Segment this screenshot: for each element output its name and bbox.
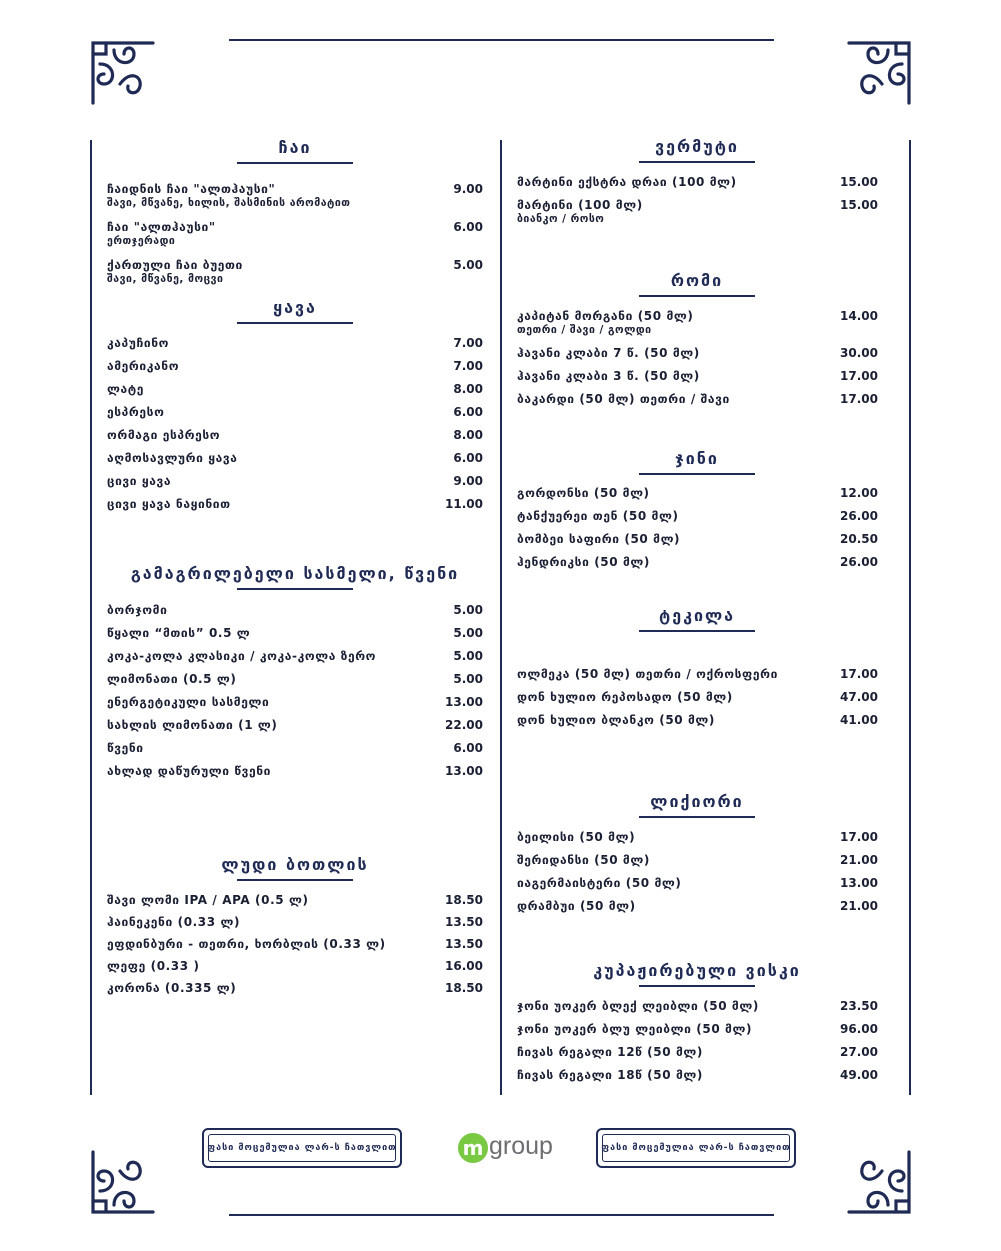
menu-item-price: 16.00 <box>445 959 483 973</box>
menu-item <box>517 392 878 406</box>
menu-item-price: 30.00 <box>840 346 878 360</box>
menu-item <box>107 474 483 488</box>
menu-item-name: ჯონი უოკერ ბლექ ლეიბლი (50 მლ) <box>517 999 759 1013</box>
menu-item-name: დრამბუი (50 მლ) <box>517 899 636 913</box>
section-title: ჩაი <box>278 138 312 157</box>
menu-item-price: 13.50 <box>445 937 483 951</box>
menu-item <box>107 959 483 973</box>
section-underline <box>639 295 755 297</box>
logo-mark: m <box>458 1133 488 1163</box>
section-underline <box>237 588 353 590</box>
center-divider <box>500 140 502 1095</box>
menu-item-name: ოლმეკა (50 მლ) თეთრი / ოქროსფერი <box>517 667 778 681</box>
logo-wordmark: group <box>489 1132 553 1160</box>
menu-item-name: წყალი “მთის” 0.5 ლ <box>107 626 251 640</box>
menu-item-name: ბაკარდი (50 მლ) თეთრი / შავი <box>517 392 730 406</box>
menu-item <box>517 713 878 727</box>
menu-item-description: ბიანკო / როსო <box>517 213 605 225</box>
menu-item-price: 96.00 <box>840 1022 878 1036</box>
bottom-rule <box>229 1214 774 1216</box>
menu-item-price: 41.00 <box>840 713 878 727</box>
menu-item-price: 12.00 <box>840 486 878 500</box>
menu-item <box>107 981 483 995</box>
menu-item-price: 9.00 <box>453 474 483 488</box>
menu-item-name: ჩაი "ალთჰაუსი" <box>107 220 216 234</box>
menu-item-name: ენერგეტიკული სასმელი <box>107 695 270 709</box>
price-note-text: ფასი მოცემულია ლარ-ს ჩათვლით <box>602 1134 790 1162</box>
menu-item <box>107 405 483 419</box>
menu-item <box>107 603 483 617</box>
menu-item <box>517 899 878 913</box>
menu-item-price: 5.00 <box>453 626 483 640</box>
section-title: ვერმუტი <box>655 137 739 156</box>
menu-item-price: 23.50 <box>840 999 878 1013</box>
menu-item-price: 15.00 <box>840 175 878 189</box>
menu-item-price: 13.00 <box>445 695 483 709</box>
section-underline <box>237 879 353 881</box>
menu-item-price: 21.00 <box>840 853 878 867</box>
menu-item <box>107 359 483 373</box>
left-border <box>90 140 92 1095</box>
menu-item-price: 15.00 <box>840 198 878 212</box>
menu-item-price: 13.00 <box>445 764 483 778</box>
menu-item-name: აღმოსავლური ყავა <box>107 451 238 465</box>
menu-item <box>107 718 483 732</box>
menu-item-price: 13.00 <box>840 876 878 890</box>
menu-item-price: 49.00 <box>840 1068 878 1082</box>
menu-item-name: ლატე <box>107 382 144 396</box>
menu-item-price: 27.00 <box>840 1045 878 1059</box>
menu-item <box>107 915 483 929</box>
section-underline <box>639 473 755 475</box>
menu-item-name: გორდონსი (50 მლ) <box>517 486 650 500</box>
menu-item-name: სახლის ლიმონათი (1 ლ) <box>107 718 278 732</box>
menu-item-name: ბომბეი საფირი (50 მლ) <box>517 532 681 546</box>
menu-item <box>107 451 483 465</box>
menu-item-price: 17.00 <box>840 369 878 383</box>
menu-item-name: კოკა-კოლა კლასიკი / კოკა-კოლა ზერო <box>107 649 377 663</box>
menu-item-name: დონ ხულიო ბლანკო (50 მლ) <box>517 713 715 727</box>
menu-item-name: შერიდანსი (50 მლ) <box>517 853 650 867</box>
menu-item-description: თეთრი / შავი / გოლდი <box>517 324 652 336</box>
menu-item-price: 13.50 <box>445 915 483 929</box>
price-note-badge-left <box>202 1128 402 1168</box>
menu-item <box>107 937 483 951</box>
menu-item-price: 6.00 <box>453 741 483 755</box>
menu-item <box>517 509 878 523</box>
menu-item-name: ჩაიდნის ჩაი "ალთჰაუსი" <box>107 182 276 196</box>
menu-item-price: 17.00 <box>840 667 878 681</box>
menu-item <box>107 649 483 663</box>
menu-item-name: ჰავანი კლაბი 7 წ. (50 მლ) <box>517 346 700 360</box>
menu-item-name: ტანქუერეი თენ (50 მლ) <box>517 509 679 523</box>
menu-item <box>517 830 878 844</box>
menu-item <box>107 764 483 778</box>
section-title: ლიქიორი <box>650 792 744 811</box>
menu-item <box>517 1068 878 1082</box>
right-border <box>909 140 911 1095</box>
section-title: ტეკილა <box>658 606 736 625</box>
menu-item <box>517 1045 878 1059</box>
menu-item <box>517 175 878 189</box>
section-underline <box>237 322 353 324</box>
menu-item-price: 22.00 <box>445 718 483 732</box>
menu-item-price: 47.00 <box>840 690 878 704</box>
menu-item-price: 26.00 <box>840 555 878 569</box>
menu-item-name: ცივი ყავა ნაყინით <box>107 497 231 511</box>
menu-item-price: 18.50 <box>445 893 483 907</box>
menu-item-name: კაპუჩინო <box>107 336 170 350</box>
section-underline <box>639 816 755 818</box>
corner-ornament-icon <box>90 1149 156 1215</box>
menu-item <box>517 309 878 337</box>
section-title: ჯინი <box>675 449 719 468</box>
menu-item-description: შავი, მწვანე, მოცვი <box>107 273 224 285</box>
menu-item <box>517 346 878 360</box>
menu-item <box>517 876 878 890</box>
menu-item <box>517 690 878 704</box>
menu-item-price: 5.00 <box>453 258 483 272</box>
section-title: გამაგრილებელი სასმელი, წვენი <box>130 564 460 583</box>
menu-item-price: 7.00 <box>453 359 483 373</box>
menu-item <box>107 695 483 709</box>
menu-item <box>517 667 878 681</box>
menu-item <box>107 497 483 511</box>
menu-item-name: ჰავანი კლაბი 3 წ. (50 მლ) <box>517 369 700 383</box>
menu-item-price: 7.00 <box>453 336 483 350</box>
section-title: ყავა <box>273 298 317 317</box>
menu-item-price: 21.00 <box>840 899 878 913</box>
section-underline <box>639 630 755 632</box>
menu-item-name: ჯონი უოკერ ბლუ ლეიბლი (50 მლ) <box>517 1022 753 1036</box>
corner-ornament-icon <box>846 40 912 106</box>
top-rule <box>229 39 774 41</box>
menu-item-description: შავი, მწვანე, ხილის, შასმინის არომატით <box>107 197 351 209</box>
menu-item <box>107 336 483 350</box>
menu-item-price: 6.00 <box>453 451 483 465</box>
menu-item <box>107 258 483 286</box>
menu-item-price: 20.50 <box>840 532 878 546</box>
menu-item-name: წვენი <box>107 741 144 755</box>
menu-item-name: ქართული ჩაი ბუეთი <box>107 258 243 272</box>
menu-item-price: 6.00 <box>453 220 483 234</box>
menu-item <box>517 532 878 546</box>
menu-item-name: კორონა (0.335 ლ) <box>107 981 237 995</box>
section-title: რომი <box>670 271 724 290</box>
menu-item-name: დონ ხულიო რეპოსადო (50 მლ) <box>517 690 733 704</box>
menu-item-name: მარტინი ექსტრა დრაი (100 მლ) <box>517 175 737 189</box>
section-title: კუპაჟირებული ვისკი <box>593 961 801 980</box>
menu-item-name: ჩივას რეგალი 18წ (50 მლ) <box>517 1068 703 1082</box>
menu-item-name: ჰაინეკენი (0.33 ლ) <box>107 915 241 929</box>
menu-item <box>107 182 483 210</box>
menu-item-name: შავი ლომი IPA / APA (0.5 ლ) <box>107 893 309 907</box>
price-note-badge-right <box>596 1128 796 1168</box>
menu-item-description: ერთჯერადი <box>107 235 176 247</box>
menu-item <box>517 999 878 1013</box>
section-underline <box>639 161 755 163</box>
menu-item <box>517 369 878 383</box>
corner-ornament-icon <box>846 1149 912 1215</box>
menu-item-name: ჰენდრიკსი (50 მლ) <box>517 555 650 569</box>
menu-item <box>517 555 878 569</box>
price-note-text: ფასი მოცემულია ლარ-ს ჩათვლით <box>208 1134 396 1162</box>
mgroup-logo <box>458 1132 568 1166</box>
menu-item-name: ჩივას რეგალი 12წ (50 მლ) <box>517 1045 703 1059</box>
menu-item <box>107 626 483 640</box>
menu-item <box>107 672 483 686</box>
menu-item-price: 17.00 <box>840 392 878 406</box>
menu-item-price: 14.00 <box>840 309 878 323</box>
menu-item-price: 26.00 <box>840 509 878 523</box>
menu-item-price: 5.00 <box>453 603 483 617</box>
menu-item <box>107 220 483 248</box>
menu-item <box>517 486 878 500</box>
section-title: ლუდი ბოთლის <box>221 855 369 874</box>
menu-item-price: 8.00 <box>453 382 483 396</box>
menu-item <box>517 1022 878 1036</box>
menu-item <box>107 428 483 442</box>
section-underline <box>237 162 353 164</box>
menu-item-price: 5.00 <box>453 672 483 686</box>
menu-item-name: ახლად დაწურული წვენი <box>107 764 272 778</box>
menu-item-price: 8.00 <box>453 428 483 442</box>
menu-item-name: კაპიტან მორგანი (50 მლ) <box>517 309 694 323</box>
corner-ornament-icon <box>90 40 156 106</box>
menu-item-name: ლიმონათი (0.5 ლ) <box>107 672 237 686</box>
menu-item-price: 9.00 <box>453 182 483 196</box>
menu-item <box>517 853 878 867</box>
menu-item-price: 17.00 <box>840 830 878 844</box>
menu-item <box>107 741 483 755</box>
menu-item-name: ამერიკანო <box>107 359 180 373</box>
menu-item-name: იაგერმაისტერი (50 მლ) <box>517 876 682 890</box>
menu-item <box>517 198 878 226</box>
menu-item-name: ეფდინბური - თეთრი, ხორბლის (0.33 ლ) <box>107 937 386 951</box>
menu-item-price: 6.00 <box>453 405 483 419</box>
menu-item-name: ლეფე (0.33 ) <box>107 959 200 973</box>
section-underline <box>639 985 755 987</box>
menu-item <box>107 382 483 396</box>
menu-item-name: ორმაგი ესპრესო <box>107 428 221 442</box>
menu-item-name: ცივი ყავა <box>107 474 172 488</box>
menu-item-price: 5.00 <box>453 649 483 663</box>
menu-item-name: ბორჯომი <box>107 603 168 617</box>
menu-item-name: ბეილისი (50 მლ) <box>517 830 636 844</box>
menu-item-price: 11.00 <box>445 497 483 511</box>
menu-item <box>107 893 483 907</box>
menu-item-name: მარტინი (100 მლ) <box>517 198 643 212</box>
menu-item-name: ესპრესო <box>107 405 165 419</box>
menu-item-price: 18.50 <box>445 981 483 995</box>
